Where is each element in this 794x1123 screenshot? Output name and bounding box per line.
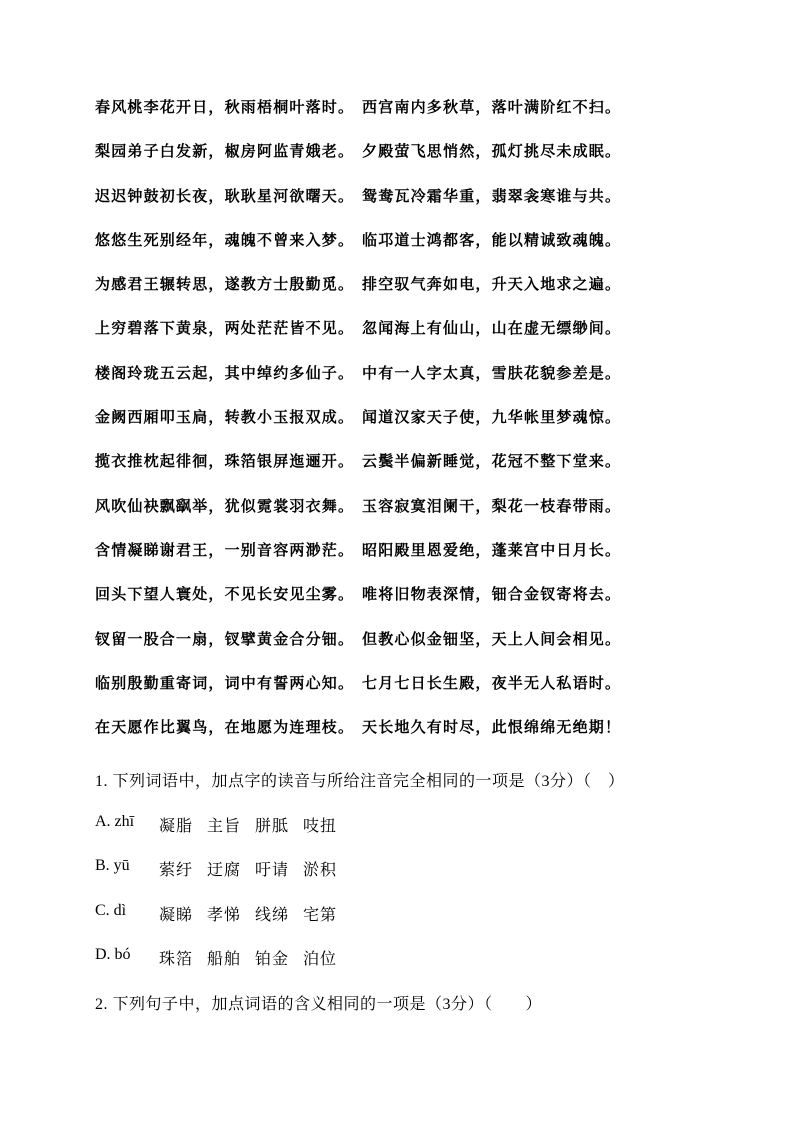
- option-c: [95, 902, 735, 947]
- poem-line: 含情凝睇谢君王，一别音容两渺茫。 昭阳殿里恩爱绝，蓬莱宫中日月长。: [95, 540, 622, 559]
- option-word: 吱扭: [303, 817, 338, 835]
- option-word: 凝睇: [159, 906, 194, 924]
- option-label: B. yū: [95, 857, 130, 874]
- option-word: 孝悌: [207, 906, 242, 924]
- poem-line: 悠悠生死别经年，魂魄不曾来入梦。 临邛道士鸿都客，能以精诚致魂魄。: [95, 230, 622, 249]
- poem-line: 上穷碧落下黄泉，两处茫茫皆不见。 忽闻海上有仙山，山在虚无缥缈间。: [95, 319, 622, 338]
- option-word: 铂金: [255, 951, 290, 968]
- option-word: 迂腐: [207, 862, 242, 879]
- option-label: C. dì: [95, 901, 127, 919]
- poem-line: 金阙西厢叩玉扃，转教小玉报双成。 闻道汉家天子使，九华帐里梦魂惊。: [95, 408, 622, 427]
- poem-line: 钗留一股合一扇，钗擘黄金合分钿。 但教心似金钿坚，天上人间会相见。: [95, 629, 622, 648]
- option-word: 吁请: [255, 862, 290, 879]
- option-label: D. bó: [95, 946, 131, 963]
- poem-line: 迟迟钟鼓初长夜，耿耿星河欲曙天。 鸳鸯瓦冷霜华重，翡翠衾寒谁与共。: [95, 186, 622, 205]
- option-word: 凝脂: [159, 817, 194, 835]
- poem-line: 梨园弟子白发新，椒房阿监青娥老。 夕殿萤飞思悄然，孤灯挑尽未成眠。: [95, 142, 622, 161]
- poem-line: 回头下望人寰处，不见长安见尘雾。 唯将旧物表深情，钿合金钗寄将去。: [95, 585, 622, 604]
- option-word: 泊位: [303, 951, 338, 968]
- poem-line: 风吹仙袂飘飖举，犹似霓裳羽衣舞。 玉容寂寞泪阑干，梨花一枝春带雨。: [95, 496, 622, 515]
- poem-line: 春风桃李花开日，秋雨梧桐叶落时。 西宫南内多秋草，落叶满阶红不扫。: [95, 98, 622, 116]
- option-word: 萦纡: [159, 862, 194, 879]
- option-d: [95, 946, 735, 991]
- option-b: [95, 857, 735, 902]
- poem-line: 为感君王辗转思，遂教方士殷勤觅。 排空驭气奔如电，升天入地求之遍。: [95, 275, 622, 294]
- poem-text: [95, 96, 735, 760]
- option-word: 线绨: [255, 906, 290, 924]
- option-word: 船舶: [207, 951, 242, 968]
- poem-line: 在天愿作比翼鸟，在地愿为连理枝。 天长地久有时尽，此恨绵绵无绝期！: [95, 718, 622, 737]
- option-label: A. zhī: [95, 812, 135, 830]
- option-word: 胼胝: [255, 817, 290, 835]
- question-2: 2. 下列句子中，加点词语的含义相同的一项是（3分）（ ）: [95, 995, 543, 1013]
- questions-section: [95, 768, 735, 1035]
- poem-line: 揽衣推枕起徘徊，珠箔银屏迤逦开。 云鬓半偏新睡觉，花冠不整下堂来。: [95, 452, 622, 471]
- poem-line: 楼阁玲珑五云起，其中绰约多仙子。 中有一人字太真，雪肤花貌参差是。: [95, 363, 622, 382]
- option-word: 珠箔: [159, 951, 194, 968]
- option-word: 主旨: [207, 817, 242, 835]
- option-word: 淤积: [303, 862, 338, 879]
- option-a: [95, 813, 735, 858]
- option-word: 宅第: [303, 906, 338, 924]
- question-1: 1. 下列词语中，加点字的读音与所给注音完全相同的一项是（3分）（ ）: [95, 773, 625, 790]
- poem-line: 临别殷勤重寄词，词中有誓两心知。 七月七日长生殿，夜半无人私语时。: [95, 673, 622, 692]
